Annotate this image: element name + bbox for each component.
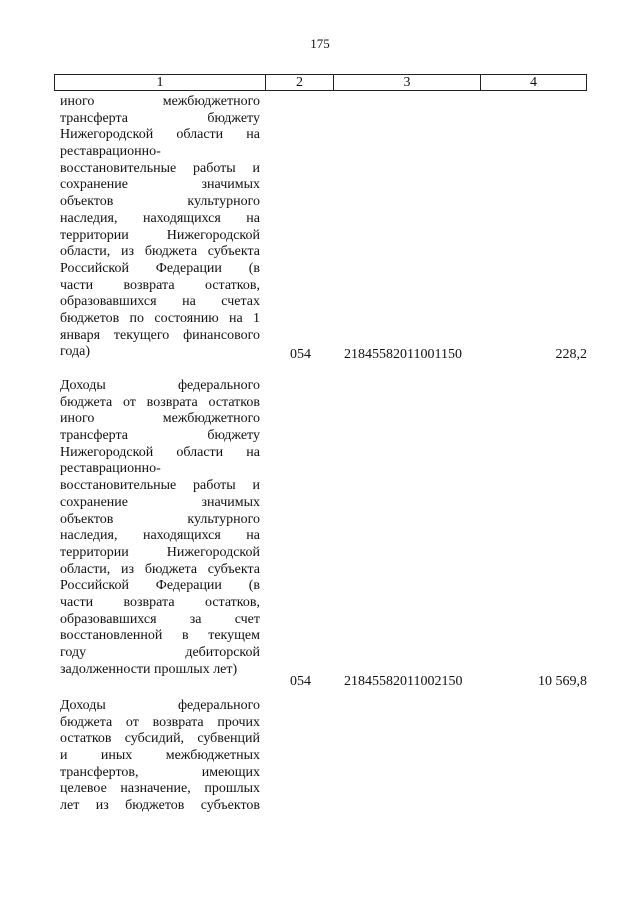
description-line: области, из бюджета субъекта	[60, 561, 260, 577]
description-line: образовавшихся за счет	[60, 611, 260, 627]
description-line: трансфертов, имеющих	[60, 764, 260, 780]
description-line: задолженности прошлых лет)	[60, 661, 238, 677]
description-line: наследия, находящихся на	[60, 528, 260, 544]
description-line: области, из бюджета субъекта	[60, 244, 260, 260]
description-line: части возврата остатков,	[60, 594, 260, 610]
budget-classification-code: 21845582011001150	[344, 347, 462, 362]
amount: 228,2	[555, 347, 587, 362]
column-header-2: 2	[266, 75, 334, 90]
column-header-1: 1	[55, 75, 266, 90]
description-line: января текущего финансового	[60, 327, 260, 343]
description-line: восстановительные работы и	[60, 160, 260, 176]
description-line: восстановленной в текущем	[60, 628, 260, 644]
description-line: трансферта бюджету	[60, 428, 260, 444]
description-line: бюджетов по состоянию на 1	[60, 310, 260, 326]
description-line: лет из бюджетов субъектов	[60, 798, 260, 814]
description-line: территории Нижегородской	[60, 544, 260, 560]
description-line: реставрационно-	[60, 144, 161, 160]
description-line: Нижегородской области на	[60, 444, 260, 460]
description-line: целевое назначение, прошлых	[60, 781, 260, 797]
description-line: остатков субсидий, субвенций	[60, 731, 260, 747]
description-line: Доходы федерального	[60, 698, 260, 713]
description-line: иного межбюджетного	[60, 94, 260, 109]
page-number: 175	[310, 36, 330, 51]
amount: 10 569,8	[538, 674, 587, 689]
description-line: наследия, находящихся на	[60, 210, 260, 226]
budget-classification-code: 21845582011002150	[344, 674, 463, 689]
description-line: объектов культурного	[60, 511, 260, 527]
description-line: сохранение значимых	[60, 177, 260, 193]
description-line: Российской Федерации (в	[60, 578, 260, 594]
column-header-4: 4	[530, 75, 537, 90]
description-line: Нижегородской области на	[60, 127, 260, 143]
admin-code: 054	[290, 347, 311, 362]
row-description	[60, 698, 260, 815]
row-description	[60, 378, 260, 678]
table-header-row	[54, 74, 587, 91]
description-line: территории Нижегородской	[60, 227, 260, 243]
description-line: реставрационно-	[60, 461, 161, 477]
description-line: части возврата остатков,	[60, 277, 260, 293]
description-line: сохранение значимых	[60, 494, 260, 510]
description-line: объектов культурного	[60, 194, 260, 210]
column-header-3: 3	[334, 75, 481, 90]
description-line: Российской Федерации (в	[60, 260, 260, 276]
description-line: и иных межбюджетных	[60, 748, 260, 764]
description-line: иного межбюджетного	[60, 411, 260, 427]
description-line: восстановительные работы и	[60, 478, 260, 494]
description-line: бюджета от возврата остатков	[60, 394, 260, 410]
description-line: года)	[60, 344, 90, 360]
description-line: трансферта бюджету	[60, 110, 260, 126]
description-line: году дебиторской	[60, 645, 260, 660]
description-line: бюджета от возврата прочих	[60, 714, 260, 730]
description-line: Доходы федерального	[60, 378, 260, 393]
row-description	[60, 94, 260, 361]
admin-code: 054	[290, 674, 311, 689]
description-line: образовавшихся на счетах	[60, 294, 260, 310]
